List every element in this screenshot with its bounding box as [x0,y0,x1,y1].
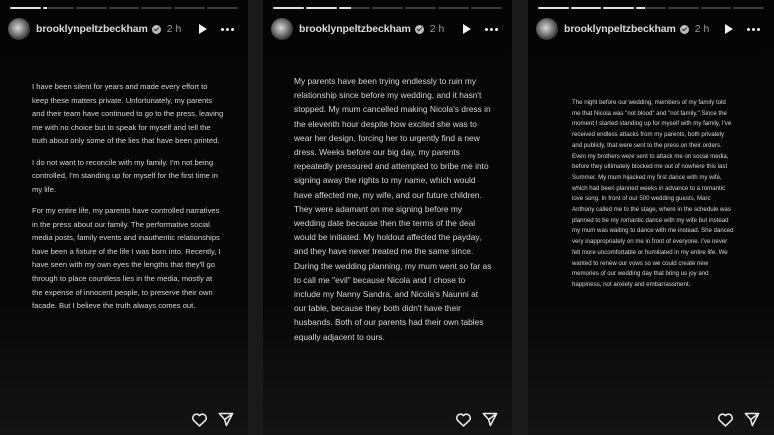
progress-segment [571,7,602,9]
story-actions [717,412,760,427]
more-options-icon[interactable] [221,28,234,31]
send-icon[interactable] [744,412,760,427]
heart-icon[interactable] [717,412,734,427]
story-paragraph: For my entire life, my parents have controlled narratives in the press about our family. The performative social media posts, family events and inauthentic relationships have been a fixture of the life I was born into. Recently, I have seen with my own eyes the lengths that they'll go through to place countless lies in the media, mostly at the expense of innocent people, to preserve their own facade. But I believe the truth always comes out. [32,205,221,311]
progress-segment [339,7,370,9]
progress-segment [109,7,140,9]
timestamp: 2 h [166,23,182,35]
progress-segment [538,7,569,9]
send-icon[interactable] [218,412,234,427]
heart-icon[interactable] [191,412,208,427]
story-paragraph: I have been silent for years and made every effort to keep these matters private. Unfortunately, my parents and their team have continued to go to the press, leaving me with no choice but to speak for myself and tell the truth about only some of the lies that have been printed. [32,82,224,146]
progress-segment [438,7,469,9]
story-progress-bar [538,7,764,9]
story-actions [191,412,234,427]
story-paragraph: I do not want to reconcile with my family. I'm not being controlled, I'm standing up for myself for the first time in my life. [32,157,218,194]
panel-divider [512,0,528,435]
progress-segment [174,7,205,9]
story-panel-2 [263,0,512,435]
progress-segment [10,7,41,9]
username-link[interactable]: brooklynpeltzbeckham [36,23,148,35]
avatar[interactable] [8,18,30,40]
progress-segment [636,7,667,9]
story-text [294,74,492,352]
verified-badge-icon [680,25,689,34]
progress-segment [141,7,172,9]
story-text [32,80,224,320]
story-text [572,98,734,297]
story-header [536,17,764,41]
progress-segment [372,7,403,9]
progress-segment [273,7,304,9]
username-link[interactable]: brooklynpeltzbeckham [564,23,676,35]
avatar[interactable] [536,18,558,40]
story-progress-bar [10,7,238,9]
play-icon[interactable] [463,24,471,34]
verified-badge-icon [415,25,424,34]
progress-segment [701,7,732,9]
story-progress-bar [273,7,502,9]
story-paragraph: The night before our wedding, members of my family told me that Nicola was "not blood" and "not family." Since the moment I started standing up for myself with my family, I've received endless attacks from my parents, both privately and publicly, that were sent to the press on their orders. Even my brothers were sent to attack me on social media, before they ultimately blocked me out of nowhere this last Summer. My mum hijacked my first dance with my wife, which had been planned weeks in advance to a romantic love song. In front of our 500 wedding guests, Marc Anthony called me to the stage, where in the schedule was planned to be my romantic dance with my wife but instead my mum was waiting to dance with me instead. She danced very inappropriately on me in front of everyone. I've never felt more uncomfortable or humiliated in my entire life. We wanted to renew our vows so we could create new memories of our wedding day that bring us joy and happiness, not anxiety and embarrassment. [572,99,734,288]
avatar[interactable] [271,18,293,40]
story-header [8,17,238,41]
progress-segment [405,7,436,9]
progress-segment [306,7,337,9]
progress-segment [668,7,699,9]
username-link[interactable]: brooklynpeltzbeckham [299,23,411,35]
progress-segment [76,7,107,9]
progress-segment [43,7,74,9]
story-header [271,17,502,41]
play-icon[interactable] [199,24,207,34]
play-icon[interactable] [725,24,733,34]
more-options-icon[interactable] [747,28,760,31]
timestamp: 2 h [429,23,445,35]
progress-segment [207,7,238,9]
timestamp: 2 h [694,23,710,35]
verified-badge-icon [152,25,161,34]
story-panel-1 [0,0,248,435]
story-paragraph: My parents have been trying endlessly to ruin my relationship since before my wedding, and it hasn't stopped. My mum cancelled making Nicola's dress in the eleventh hour despite how excited she was to wear her design, forcing her to urgently find a new dress. Weeks before our big day, my parents repeatedly pressured and attempted to bribe me into signing away the rights to my name, which would have affected me, my wife, and our future children. They were adamant on me signing before my wedding date because then the terms of the deal would be initiated. My holdout affected the payday, and they have never treated me the same since. During the wedding planning, my mum went so far as to call me "evil" because Nicola and I chose to include my Nanny Sandra, and Nicola's Naunni at our table, because they both didn't have their husbands. Both of our parents had their own tables equally adjacent to ours. [294,76,492,342]
story-actions [455,412,498,427]
panel-divider [248,0,263,435]
progress-segment [733,7,764,9]
heart-icon[interactable] [455,412,472,427]
more-options-icon[interactable] [485,28,498,31]
progress-segment [603,7,634,9]
progress-segment [471,7,502,9]
send-icon[interactable] [482,412,498,427]
story-panel-3 [528,0,774,435]
